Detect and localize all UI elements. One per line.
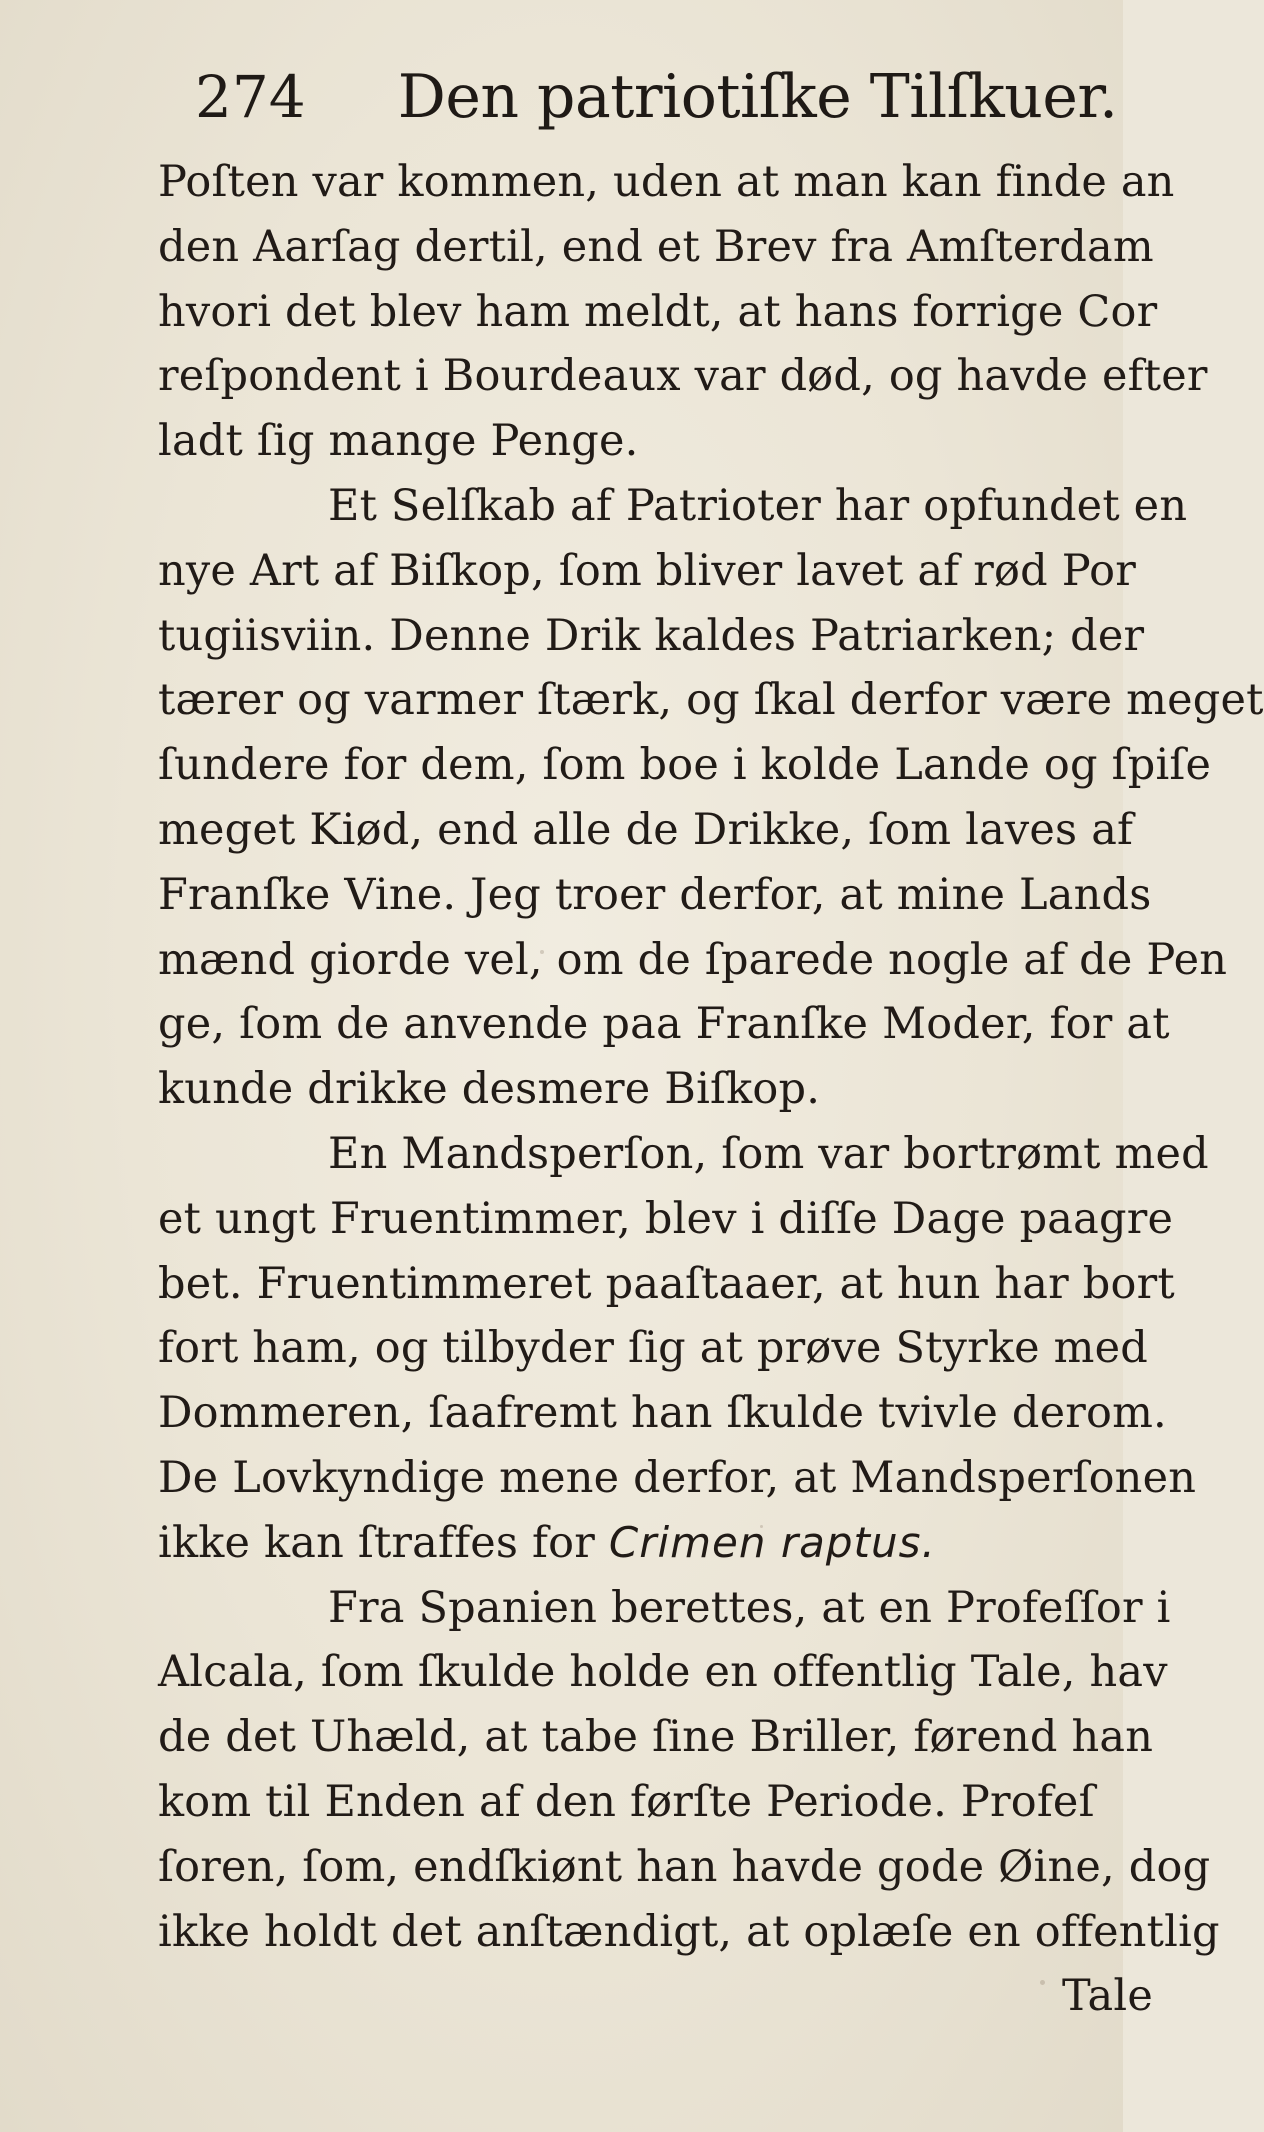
text-line: ſoren, ſom, endſkiønt han havde gode Øine, dog bbox=[158, 1841, 1211, 1892]
latin-phrase: Crimen raptus. bbox=[608, 1517, 936, 1567]
body-text bbox=[158, 150, 1264, 2029]
running-title: Den patriotiſke Tilſkuer. bbox=[397, 62, 1118, 132]
text-line: ladt ſig mange Penge. bbox=[158, 416, 639, 467]
text-line: ikke kan ſtraffes for Crimen raptus. bbox=[158, 1517, 936, 1568]
text-line: tærer og varmer ſtærk, og ſkal derfor være meget bbox=[158, 675, 1264, 726]
text-line: Poſten var kommen, uden at man kan finde an bbox=[158, 157, 1175, 207]
text-line: tugiisviin. Denne Drik kaldes Patriarken; der bbox=[158, 610, 1145, 661]
running-head bbox=[195, 62, 1118, 142]
page-number: 274 bbox=[195, 63, 306, 131]
text-line: Et Selſkab af Patrioter har opfundet en bbox=[328, 480, 1188, 531]
text-line: den Aarſag dertil, end et Brev fra Amſterdam bbox=[158, 221, 1154, 272]
text-line: Tale bbox=[1062, 1971, 1153, 2022]
text-line: ſundere for dem, ſom boe i kolde Lande og ſpiſe bbox=[158, 740, 1212, 791]
text-line: reſpondent i Bourdeaux var død, og havde efter bbox=[158, 351, 1208, 402]
text-line: mænd giorde vel, om de ſparede nogle af de Pen bbox=[158, 934, 1228, 985]
text-line: Fra Spanien berettes, at en Profeſſor i bbox=[328, 1582, 1171, 1633]
text-line: De Lovkyndige mene derfor, at Mandsperſonen bbox=[158, 1452, 1197, 1503]
text-line: kom til Enden af den førſte Periode. Profeſ bbox=[158, 1776, 1095, 1827]
text-line: nye Art af Biſkop, ſom bliver lavet af rød Por bbox=[158, 545, 1136, 596]
text-line: ikke holdt det anſtændigt, at oplæſe en offentlig bbox=[158, 1906, 1220, 1957]
text-line: hvori det blev ham meldt, at hans forrige Cor bbox=[158, 286, 1158, 337]
text-line: meget Kiød, end alle de Drikke, ſom laves af bbox=[158, 804, 1134, 855]
text-line: kunde drikke desmere Biſkop. bbox=[158, 1064, 821, 1115]
text-line: fort ham, og tilbyder ſig at prøve Styrke med bbox=[158, 1323, 1148, 1374]
text-line: En Mandsperſon, ſom var bortrømt med bbox=[328, 1128, 1209, 1179]
text-line: et ungt Fruentimmer, blev i diſſe Dage paagre bbox=[158, 1193, 1174, 1244]
text-line: de det Uhæld, at tabe ſine Briller, førend han bbox=[158, 1712, 1154, 1763]
text-line: ge, ſom de anvende paa Franſke Moder, for at bbox=[158, 999, 1170, 1050]
text-line: Alcala, ſom ſkulde holde en offentlig Tale, hav bbox=[158, 1647, 1168, 1698]
text-line: Dommeren, ſaafremt han ſkulde tvivle derom. bbox=[158, 1388, 1167, 1439]
text-line: bet. Fruentimmeret paaſtaaer, at hun har bort bbox=[158, 1258, 1175, 1309]
text-line: Franſke Vine. Jeg troer derfor, at mine Lands bbox=[158, 869, 1152, 920]
